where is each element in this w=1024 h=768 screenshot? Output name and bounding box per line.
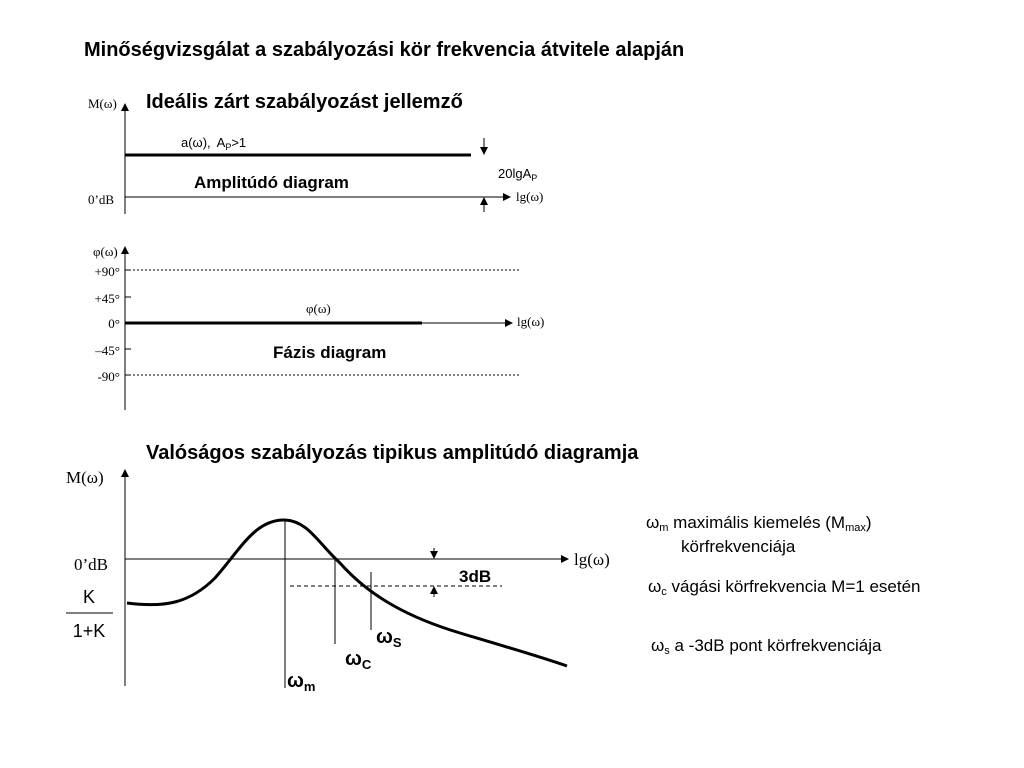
legend-s-sub: s: [664, 645, 670, 657]
real-y-axis-label: M(ω): [66, 468, 104, 487]
gain-label-sub: P: [531, 173, 538, 183]
amplitude-x-axis-label: lg(ω): [516, 189, 544, 204]
fraction-denominator: 1+K: [72, 621, 106, 641]
legend-m-text-a: maximális kiemelés (M: [668, 513, 846, 532]
phase-y-axis-label: φ(ω): [93, 244, 118, 259]
legend-omega-c: [648, 577, 921, 598]
legend-m-text-b: ): [865, 513, 872, 532]
legend-m-symbol: ω: [646, 513, 660, 532]
curve-label-b-sub: P: [225, 142, 232, 152]
real-x-axis-label: lg(ω): [574, 550, 610, 569]
page-title: Minőségvizsgálat a szabályozási kör frekvencia átvitele alapján: [84, 39, 685, 61]
ideal-amplitude-diagram: [88, 96, 543, 214]
real-section: [66, 442, 639, 694]
phase-tick-label: +90°: [94, 264, 120, 279]
phase-curve-label: φ(ω): [306, 301, 331, 316]
amplitude-y-axis-label: M(ω): [88, 96, 117, 111]
legend-s-symbol: ω: [651, 636, 665, 655]
legend-m-sub: m: [659, 522, 669, 534]
curve-label-c: >1: [231, 135, 247, 150]
phase-tick-label: -90°: [97, 369, 120, 384]
ideal-phase-diagram: [93, 244, 544, 410]
curve-label-a: a(ω),: [181, 135, 211, 150]
legend-c-text: vágási körfrekvencia M=1 esetén: [666, 577, 921, 596]
omega-m-subscript: m: [303, 679, 316, 694]
ideal-heading: Ideális zárt szabályozást jellemző: [146, 91, 463, 113]
omega-m-label: [287, 670, 315, 694]
real-heading: Valóságos szabályozás tipikus amplitúdó diagramja: [146, 442, 639, 464]
omega-c-symbol: ω: [345, 648, 362, 670]
legend-s-text: a -3dB pont körfrekvenciája: [669, 636, 882, 655]
omega-c-subscript: C: [361, 657, 372, 672]
db-label: 3dB: [459, 567, 492, 586]
legend-m-text-sub: max: [845, 522, 866, 534]
phase-tick-label: –45°: [95, 343, 120, 358]
legend-omega-s: [651, 636, 882, 657]
curve-label-b: A: [216, 135, 226, 150]
omega-c-label: [345, 648, 372, 672]
amplitude-curve-label: [181, 135, 246, 152]
amplitude-caption: Amplitúdó diagram: [194, 173, 349, 192]
real-amplitude-curve: [127, 520, 567, 666]
legend-omega-m-line2: körfrekvenciája: [681, 537, 796, 556]
omega-m-symbol: ω: [287, 670, 304, 692]
omega-s-symbol: ω: [376, 626, 393, 648]
legend-c-symbol: ω: [648, 577, 662, 596]
legend-c-sub: c: [661, 586, 667, 598]
legend-omega-m-line1: [646, 513, 872, 534]
real-zero-label: 0’dB: [74, 555, 108, 574]
legend: [646, 513, 921, 657]
phase-caption: Fázis diagram: [273, 343, 387, 362]
phase-tick-label: +45°: [94, 291, 120, 306]
omega-s-label: [376, 626, 402, 650]
static-gain-fraction: [66, 587, 113, 641]
amplitude-zero-label: 0’dB: [88, 192, 114, 207]
omega-s-subscript: S: [392, 635, 402, 650]
gain-label-main: 20lgA: [498, 166, 532, 181]
fraction-numerator: K: [82, 587, 96, 607]
phase-x-axis-label: lg(ω): [517, 314, 545, 329]
ideal-section: [88, 91, 544, 410]
gain-label: [498, 166, 537, 183]
phase-tick-label: 0°: [108, 316, 120, 331]
